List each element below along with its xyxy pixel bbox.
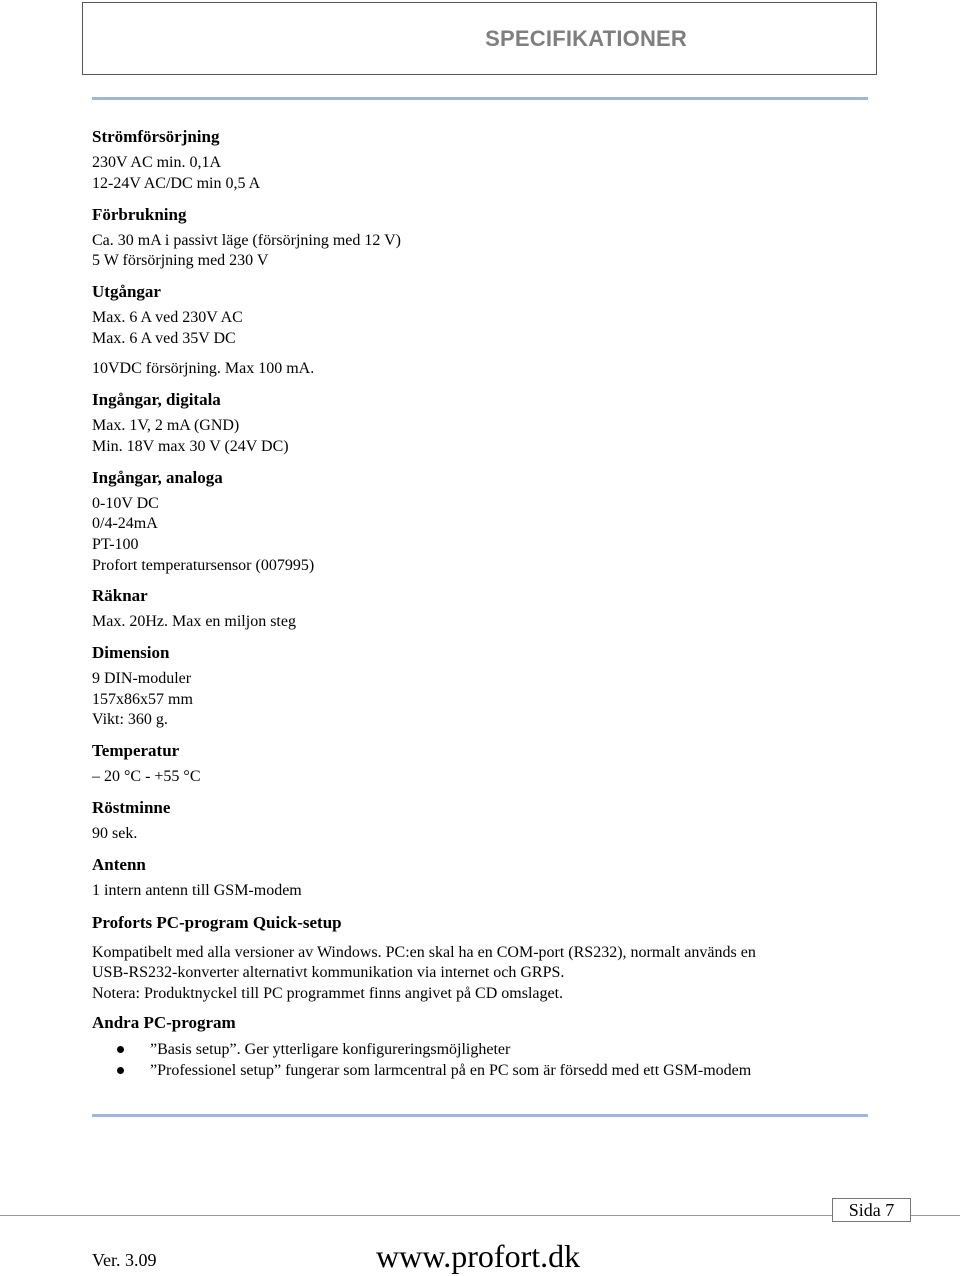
heading-temperature: Temperatur [92,741,180,760]
heading-consumption: Förbrukning [92,205,187,224]
list-item-text: ”Basis setup”. Ger ytterligare konfigureringsmöjligheter [150,1041,511,1058]
page-number: Sida 7 [832,1198,911,1222]
spec-line: 1 intern antenn till GSM-modem [92,882,302,899]
footer-rule [0,1215,960,1216]
heading-dimension: Dimension [92,643,170,662]
spec-line: Max. 6 A ved 35V DC [92,330,236,347]
heading-outputs: Utgångar [92,282,161,301]
spec-line: 5 W försörjning med 230 V [92,252,269,269]
header-box [82,2,877,75]
heading-power: Strömförsörjning [92,127,220,146]
spec-line: Ca. 30 mA i passivt läge (försörjning med 12 V) [92,232,401,249]
spec-line: 0-10V DC [92,495,159,512]
spec-line: Vikt: 360 g. [92,711,168,728]
spec-line: Min. 18V max 30 V (24V DC) [92,438,289,455]
heading-inputs-analog: Ingångar, analoga [92,468,223,487]
spec-line: Max. 1V, 2 mA (GND) [92,417,240,434]
top-divider [92,97,868,100]
spec-line: PT-100 [92,536,139,553]
spec-line: 230V AC min. 0,1A [92,154,222,171]
spec-line: USB-RS232-konverter alternativt kommunikation via internet och GRPS. [92,964,565,981]
spec-line: – 20 °C - +55 °C [92,768,201,785]
spec-line: 9 DIN-moduler [92,670,192,687]
spec-line: Max. 6 A ved 230V AC [92,309,243,326]
heading-inputs-digital: Ingångar, digitala [92,390,221,409]
list-item-text: ”Professionel setup” fungerar som larmcentral på en PC som är försedd med ett GSM-modem [150,1062,752,1079]
version-label: Ver. 3.09 [92,1250,157,1270]
spec-line: Notera: Produktnyckel till PC programmet finns angivet på CD omslaget. [92,985,564,1002]
heading-counter: Räknar [92,586,148,605]
bullet-icon [117,1067,124,1074]
heading-pc-program: Proforts PC-program Quick-setup [92,913,342,932]
spec-line: Profort temperatursensor (007995) [92,557,315,574]
heading-antenna: Antenn [92,855,146,874]
spec-line: 12-24V AC/DC min 0,5 A [92,175,261,192]
website-link[interactable]: www.profort.dk [376,1238,581,1274]
page-title: SPECIFIKATIONER [485,26,687,51]
heading-voice-memory: Röstminne [92,798,171,817]
bottom-divider [92,1114,868,1117]
spec-line: 0/4-24mA [92,515,158,532]
spec-line: 10VDC försörjning. Max 100 mA. [92,360,315,377]
heading-other-pc: Andra PC-program [92,1013,236,1032]
spec-line: 157x86x57 mm [92,691,193,708]
bullet-icon [117,1046,124,1053]
spec-line: Kompatibelt med alla versioner av Windows. PC:en skal ha en COM-port (RS232), normalt används en [92,944,756,961]
spec-line: 90 sek. [92,825,138,842]
spec-line: Max. 20Hz. Max en miljon steg [92,613,296,630]
